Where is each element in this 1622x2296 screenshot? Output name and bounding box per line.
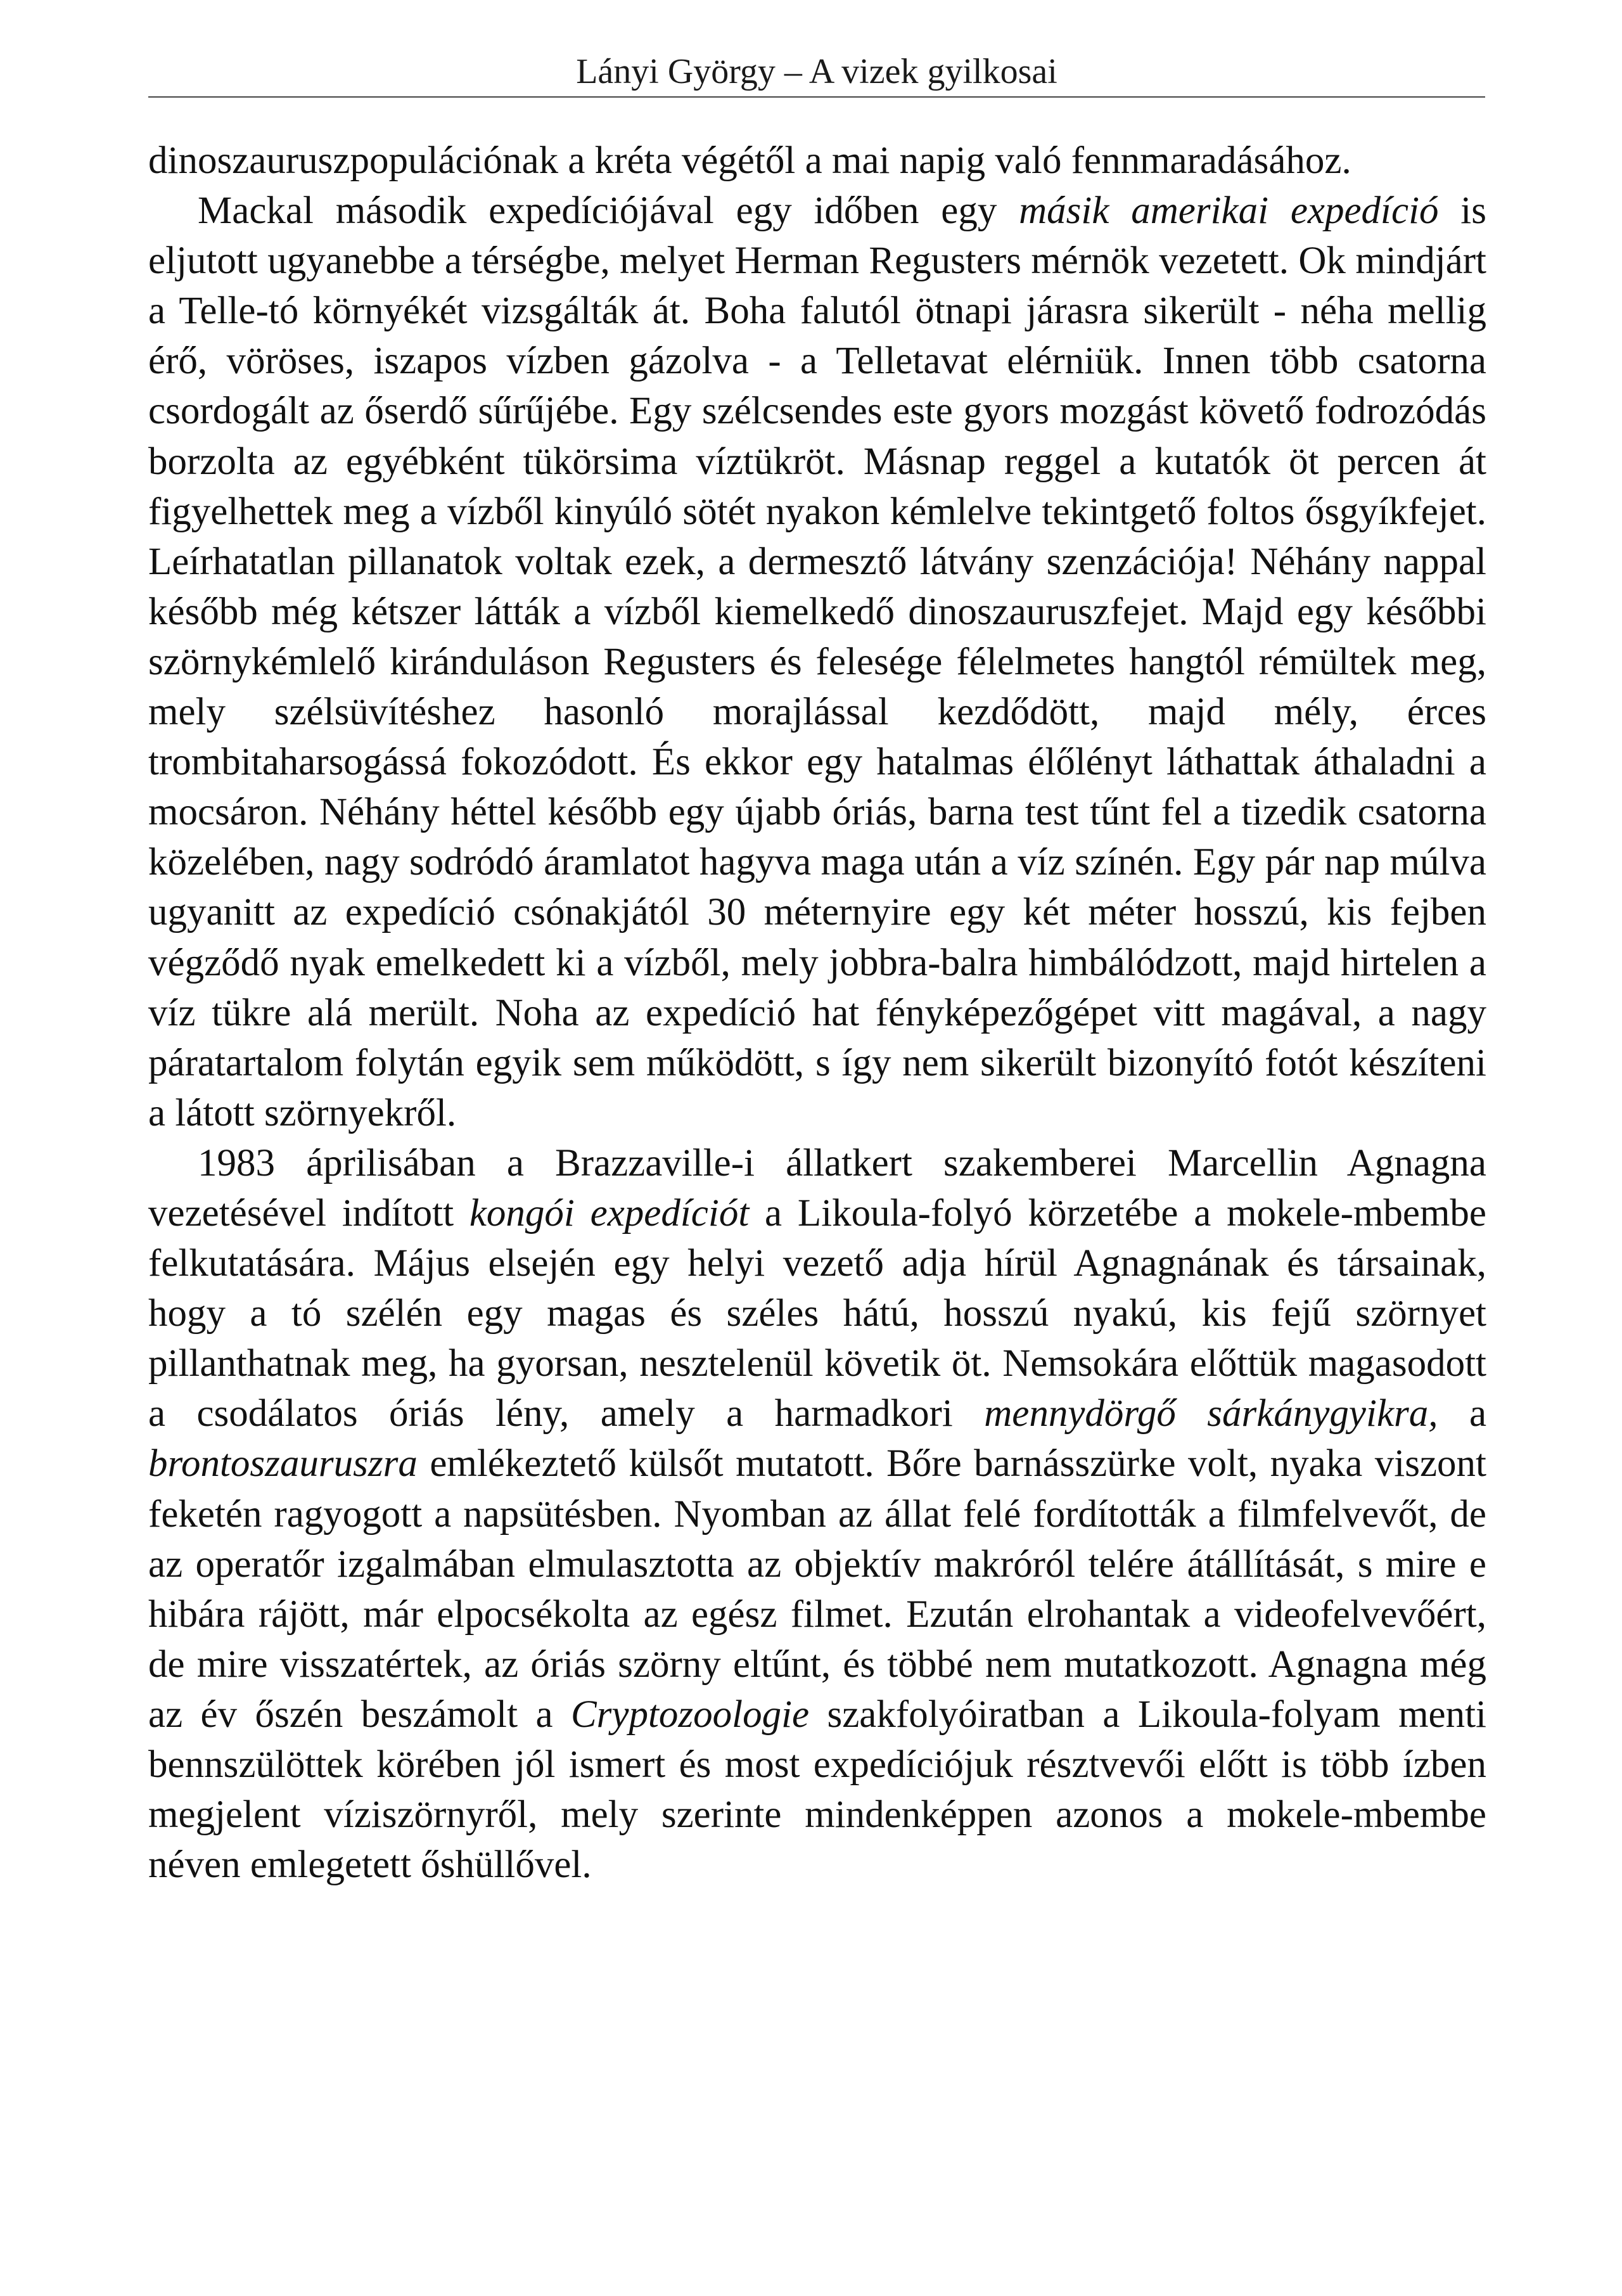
text-run: szakfolyóiratban a Likoula-folyam menti bennszülöttek körében jól ismert és most expedíciójuk résztvevői előtt is több ízben megjelent víziszörnyről, mely szerinte mindenképpen azonos a mokele-mbembe néven emlegetett őshüllővel. (148, 1693, 1486, 1887)
text-run: 1983 áprilisában a Brazzaville-i állatkert szakemberei Marcellin Agnagna vezetésével indított (148, 1141, 1486, 1235)
text-run: emlékeztető külsőt mutatott. Bőre barnásszürke volt, nyaka viszont feketén ragyogott a napsütésben. Nyomban az állat felé fordították a filmfelvevőt, de az operatőr izgalmában elmulasztotta az objektív makróról telére átállítását, s mire e hibára rájött, már elpocsékolta az egész filmet. Ezután elrohantak a videofelvevőért, de mire visszatértek, az óriás szörny eltűnt, és többé nem mutatkozott. Agnagna még az év őszén beszámolt a (148, 1442, 1486, 1736)
text-run: a Likoula-folyó körzetébe a mokele-mbembe felkutatására. Május elsején egy helyi vezető adja hírül Agnagnának és társainak, hogy a tó szélén egy magas és széles hátú, hosszú nyakú, kis fejű szörnyet pillanthatnak meg, ha gyorsan, nesztelenül követik öt. Nemsokára előttük magasodott a csodálatos óriás lény, amely a harmadkori (148, 1191, 1486, 1435)
italic-run: kongói expedíciót (469, 1191, 750, 1235)
italic-run: mennydörgő sárkánygyikra, (984, 1392, 1438, 1435)
running-header: Lányi György – A vizek gyilkosai (576, 52, 1057, 91)
paragraph-regusters-expedition (148, 186, 1486, 1138)
italic-run: másik amerikai expedíció (1019, 189, 1439, 233)
paragraph-continuation (148, 136, 1486, 186)
italic-run: brontoszauruszra (148, 1442, 418, 1485)
header-rule (148, 96, 1485, 98)
text-run: is eljutott ugyanebbe a térségbe, melyet Herman Regusters mérnök vezetett. Ok mindjárt a Telle-tó környékét vizsgálták át. Boha falutól ötnapi járasra sikerült - néha mellig érő, vöröses, iszapos vízben gázolva - a Telletavat elérniük. Innen több csatorna csordogált az őserdő sűrűjébe. Egy szélcsendes este gyors mozgást követő fodrozódás borzolta az egyébként tükörsima víztükröt. Másnap reggel a kutatók öt percen át figyelhettek meg a vízből kinyúló sötét nyakon kémlelve tekintgető foltos ősgyíkfejet. Leírhatatlan pillanatok voltak ezek, a dermesztő látvány szenzációja! Néhány nappal később még kétszer látták a vízből kiemelkedő dinoszauruszfejet. Majd egy későbbi szörnykémlelő kiránduláson Regusters és felesége félelmetes hangtól rémültek meg, mely szélsüvítéshez hasonló morajlással kezdődött, majd mély, érces trombitaharsogássá fokozódott. És ekkor egy hatalmas élőlényt láthattak áthaladni a mocsáron. Néhány héttel később egy újabb óriás, barna test tűnt fel a tizedik csatorna közelében, nagy sodródó áramlatot hagyva maga után a víz színén. Egy pár nap múlva ugyanitt az expedíció csónakjától 30 méternyire egy két méter hosszú, kis fejben végződő nyak emelkedett ki a vízből, mely jobbra-balra himbálódzott, majd hirtelen a víz tükre alá merült. Noha az expedíció hat fényképezőgépet vitt magával, a nagy páratartalom folytán egyik sem működött, s így nem sikerült bizonyító fotót készíteni a látott szörnyekről. (148, 189, 1486, 1134)
text-run: Mackal második expedíciójával egy időben egy (198, 189, 1019, 233)
paragraph-agnagna-expedition (148, 1138, 1486, 1890)
text-run: dinoszauruszpopulációnak a kréta végétől a mai napig való fennmaradásához. (148, 139, 1351, 182)
text-run: a (1438, 1392, 1487, 1435)
body-text (148, 136, 1486, 1890)
italic-run: Cryptozoologie (570, 1693, 810, 1736)
